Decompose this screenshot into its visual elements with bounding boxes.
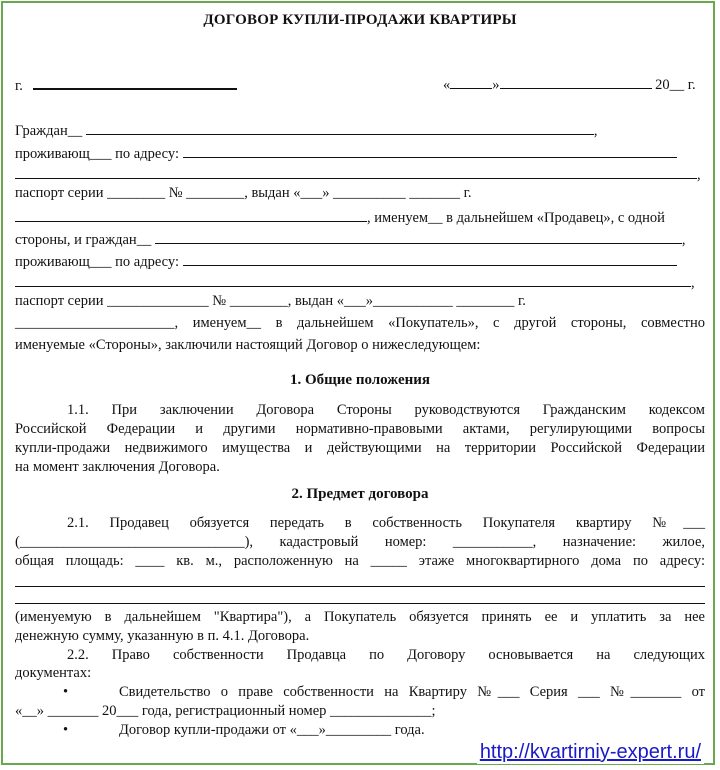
document-title: ДОГОВОР КУПЛИ-ПРОДАЖИ КВАРТИРЫ — [203, 12, 517, 28]
property-address-field-2[interactable] — [15, 603, 705, 604]
buyer-designation-line: ______________________, именуем__ в дальнейшем «Покупатель», с другой стороны, совместно — [15, 315, 705, 331]
clause-1-1-line-2: Российской Федерации и другими нормативно-правовыми актами, регулирующими вопросы — [15, 421, 705, 437]
header-line — [15, 74, 705, 95]
clause-2-1-line-5: (именуемую в дальнейшем "Квартира"), а Покупатель обязуется принять ее и уплатить за нее — [15, 609, 705, 625]
seller-fullname-field[interactable] — [15, 207, 367, 222]
seller-address-line-2: , — [15, 164, 705, 184]
seller-name-line: Граждан__ , — [15, 120, 705, 140]
buyer-address-line: проживающ___ по адресу: — [15, 251, 705, 271]
seller-name-field[interactable] — [86, 120, 594, 135]
site-watermark[interactable]: http://kvartirniy-expert.ru/ — [477, 741, 704, 764]
bullet-glyph: • — [63, 722, 69, 738]
property-address-field[interactable] — [15, 586, 705, 587]
seller-designation-line: , именуем__ в дальнейшем «Продавец», с одной — [15, 207, 705, 227]
buyer-address-field[interactable] — [183, 251, 677, 266]
city-prefix: г. — [15, 78, 23, 94]
bullet-item-1 — [15, 684, 705, 701]
seller-passport-line: паспорт серии ________ № ________, выдан «___» __________ _______ г. — [15, 185, 472, 201]
section-1-heading: 1. Общие положения — [289, 372, 431, 388]
clause-2-1-line-3: общая площадь: ____ кв. м., расположенную на _____ этаже многоквартирного дома по адресу: — [15, 553, 705, 569]
clause-2-2-line-1: 2.2. Право собственности Продавца по Договору основывается на следующих — [67, 647, 705, 663]
clause-1-1-line-3: купли-продажи недвижимого имущества и действующими на территории Российской Федерации — [15, 440, 705, 456]
clause-2-1-line-6: денежную сумму, указанную в п. 4.1. Договора. — [15, 628, 310, 644]
seller-address-field[interactable] — [183, 143, 677, 158]
bullet-item-2-text: Договор купли-продажи от «___»_________ года. — [119, 722, 425, 738]
bullet-item-2 — [15, 722, 705, 739]
buyer-address-line-2: , — [15, 272, 705, 292]
clause-1-1-line-1: 1.1. При заключении Договора Стороны руководствуются Гражданским кодексом — [67, 402, 705, 418]
bullet-glyph: • — [63, 684, 69, 700]
buyer-passport-line: паспорт серии ______________ № ________, выдан «___»___________ ________ г. — [15, 293, 526, 309]
buyer-name-field[interactable] — [155, 229, 682, 244]
buyer-address-field-2[interactable] — [15, 272, 691, 287]
parties-conclusion-line: именуемые «Стороны», заключили настоящий Договор о нижеследующем: — [15, 337, 481, 353]
bullet-item-1-line-1: Свидетельство о праве собственности на Квартиру №___ Серия ___ №_______ от — [119, 684, 705, 700]
clause-1-1-line-4: на момент заключения Договора. — [15, 459, 220, 475]
seller-address-line: проживающ___ по адресу: — [15, 143, 705, 163]
seller-address-field-2[interactable] — [15, 164, 697, 179]
clause-2-1-line-1: 2.1. Продавец обязуется передать в собственность Покупателя квартиру №___ — [67, 515, 705, 531]
bullet-item-1-line-2: «__» _______ 20___ года, регистрационный номер ______________; — [15, 703, 436, 719]
clause-2-1-line-2: (_______________________________), кадастровый номер: ___________, назначение: жилое, — [15, 534, 705, 550]
clause-2-2-line-2: документах: — [15, 665, 92, 681]
date-field[interactable]: « » 20__ г. — [443, 74, 696, 94]
city-field[interactable] — [33, 74, 237, 90]
section-2-heading: 2. Предмет договора — [291, 486, 429, 502]
buyer-name-line: стороны, и граждан__ , — [15, 229, 705, 249]
